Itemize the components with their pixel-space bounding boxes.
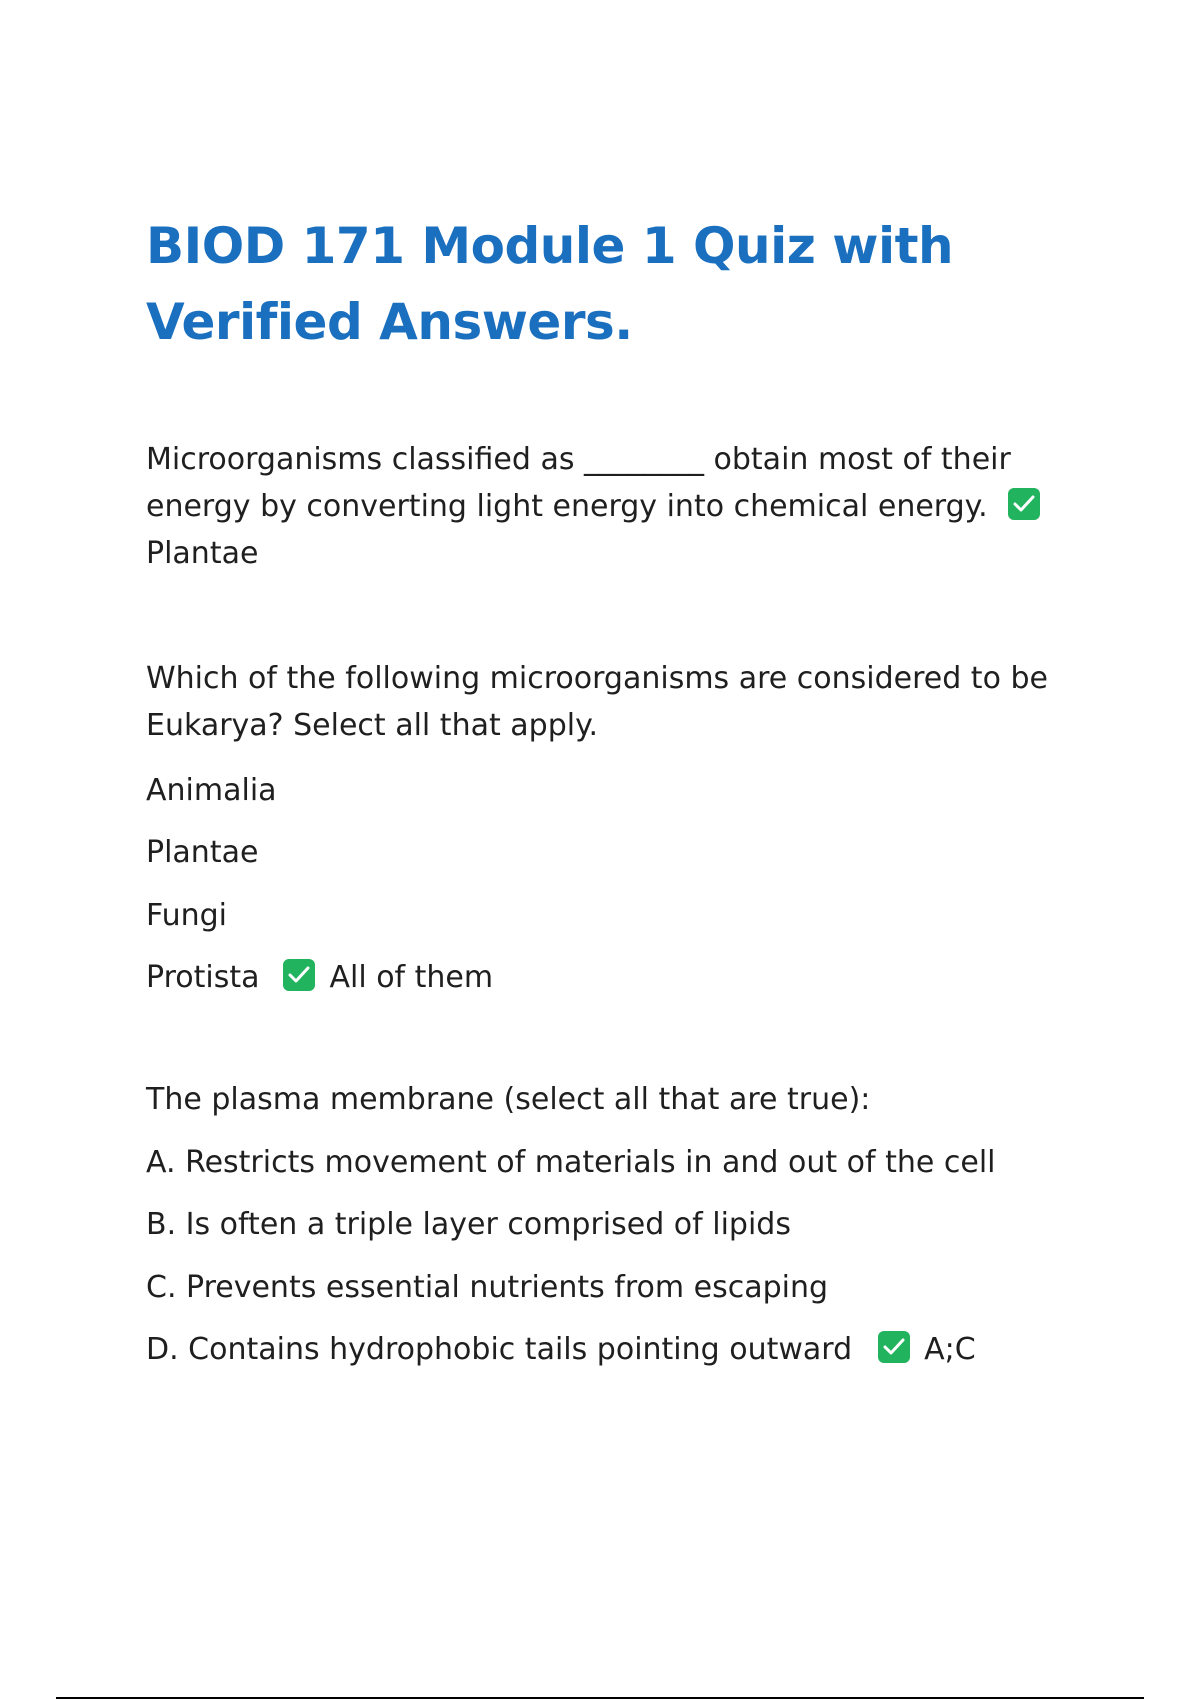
question-3-option: B. Is often a triple layer comprised of lipids [146,1207,791,1242]
question-2-option: Protista [146,960,260,995]
question-2-option: Animalia [146,773,277,808]
check-icon [283,959,315,991]
question-1 [146,436,1066,577]
check-icon [1008,488,1040,520]
question-3-option: C. Prevents essential nutrients from escaping [146,1270,829,1305]
question-3-option: D. Contains hydrophobic tails pointing outward [146,1332,853,1367]
page-title: BIOD 171 Module 1 Quiz with Verified Answers. [146,217,954,351]
question-3-option: A. Restricts movement of materials in and out of the cell [146,1145,996,1180]
question-2-last-option-row [146,954,493,1001]
question-3-prompt: The plasma membrane (select all that are true): [146,1082,871,1117]
check-icon [878,1331,910,1363]
question-1-prompt: Microorganisms classified as ________ obtain most of their energy by converting light energy into chemical energy. [146,442,1011,524]
question-2-option: Fungi [146,898,228,933]
question-2-prompt: Which of the following microorganisms are considered to be Eukarya? Select all that apply. [146,661,1048,743]
question-3 [146,1076,1066,1123]
question-1-answer: Plantae [146,536,259,571]
footer-rule [56,1697,1144,1699]
question-2-answer: All of them [329,960,494,995]
question-2-option: Plantae [146,835,259,870]
question-2 [146,655,1066,749]
question-3-last-option-row [146,1326,976,1373]
question-3-answer: A;C [924,1332,976,1367]
